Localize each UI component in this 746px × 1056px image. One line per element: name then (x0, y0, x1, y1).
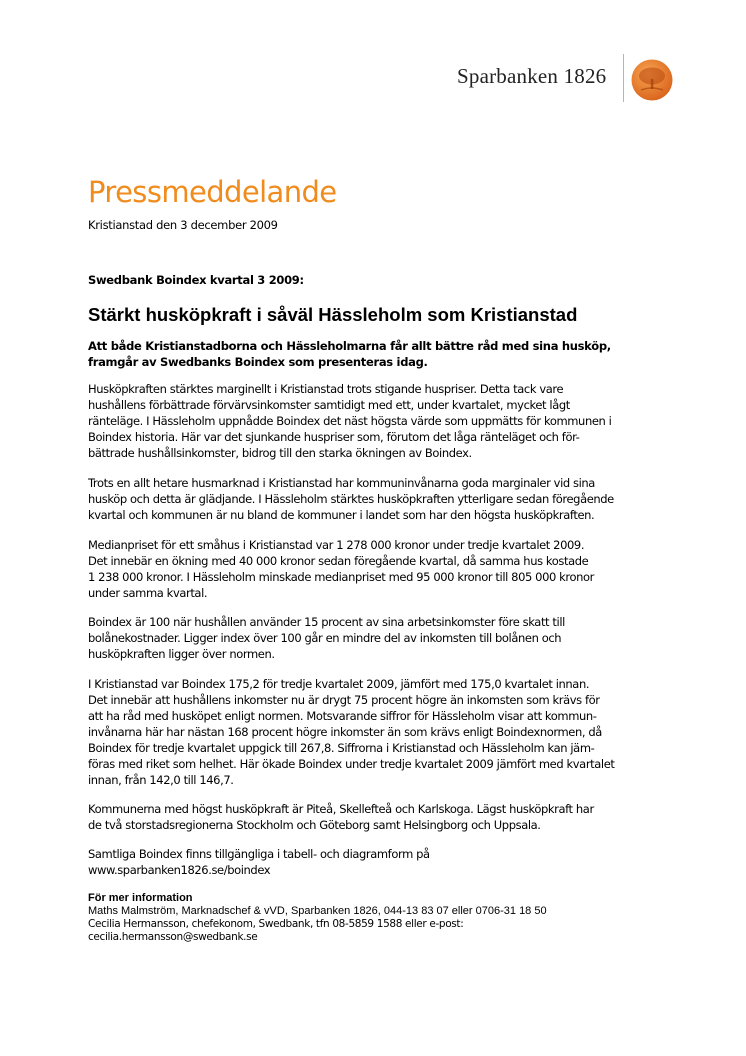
logo-wordmark: Sparbanken 1826 (457, 64, 607, 88)
lead-line: Att både Kristianstadborna och Hässleholmarna får allt bättre råd med sina husköp, (88, 339, 611, 353)
logo-divider (623, 54, 624, 102)
contact-heading: För mer information (88, 892, 193, 904)
text-line: innan, från 142,0 till 146,7. (88, 773, 234, 787)
page-title: Pressmeddelande (88, 175, 337, 209)
text-line: Det innebär att hushållens inkomster nu är drygt 75 procent högre än inkomsten som krävs för (88, 693, 600, 707)
body-paragraph-1 (88, 381, 658, 461)
contact-line: Cecilia Hermansson, chefekonom, Swedbank, tfn 08-5859 1588 eller e-post: (88, 918, 464, 930)
text-line: Samtliga Boindex finns tillgängliga i tabell- och diagramform på (88, 847, 430, 861)
text-line: ränteläge. I Hässleholm uppnådde Boindex det näst högsta värde som uppmätts för kommunen i (88, 414, 612, 428)
text-line: bättrade hushållsinkomster, bidrog till den starka ökningen av Boindex. (88, 446, 472, 460)
text-line: I Kristianstad var Boindex 175,2 för tredje kvartalet 2009, jämfört med 175,0 kvartalet innan. (88, 677, 590, 691)
text-line: föras med riket som helhet. Här ökade Boindex under tredje kvartalet 2009 jämfört med kvartalet (88, 757, 615, 771)
lead-line: framgår av Swedbanks Boindex som presenteras idag. (88, 355, 428, 369)
text-line: kvartal och kommunen är nu bland de kommuner i landet som har den högsta husköpkraften. (88, 508, 595, 522)
dateline: Kristianstad den 3 december 2009 (88, 218, 278, 232)
contact-email-link[interactable]: cecilia.hermansson@swedbank.se (88, 931, 258, 943)
text-line: Det innebär en ökning med 40 000 kronor sedan föregående kvartal, då samma hus kostade (88, 554, 589, 568)
oak-tree-logo-icon (631, 59, 673, 101)
contact-line: Maths Malmström, Marknadschef & vVD, Sparbanken 1826, 044-13 83 07 eller 0706-31 18 50 (88, 905, 547, 917)
body-paragraph-2 (88, 475, 658, 523)
text-line: Trots en allt hetare husmarknad i Kristianstad har kommuninvånarna goda marginaler vid sina (88, 476, 595, 490)
text-line: hushållens förbättrade förvärvsinkomster samtidigt med ett, under kvartalet, mycket lågt (88, 398, 570, 412)
text-line: under samma kvartal. (88, 586, 208, 600)
text-line: Medianpriset för ett småhus i Kristianstad var 1 278 000 kronor under tredje kvartalet 2009. (88, 538, 585, 552)
contact-block (88, 892, 688, 944)
text-line: invånarna här har nästan 168 procent högre inkomster än som krävs enligt Boindexnormen, då (88, 725, 602, 739)
text-line: bolånekostnader. Ligger index över 100 går en mindre del av inkomsten till bolånen och (88, 631, 562, 645)
text-line: Kommunerna med högst husköpkraft är Piteå, Skellefteå och Karlskoga. Lägst husköpkraft har (88, 802, 594, 816)
body-paragraph-7 (88, 846, 658, 878)
text-line: Boindex är 100 när hushållen använder 15 procent av sina arbetsinkomster före skatt till (88, 615, 565, 629)
text-line: att ha råd med husköpet enligt normen. Motsvarande siffror för Hässleholm visar att kommun- (88, 709, 597, 723)
text-line: Boindex historia. Här var det sjunkande huspriser som, förutom det låga ränteläget och för- (88, 430, 580, 444)
text-line: husköpkraften ligger över normen. (88, 647, 275, 661)
headline: Stärkt husköpkraft i såväl Hässleholm som Kristianstad (88, 304, 578, 325)
body-paragraph-6 (88, 801, 658, 833)
kicker: Swedbank Boindex kvartal 3 2009: (88, 273, 304, 287)
text-line: 1 238 000 kronor. I Hässleholm minskade medianpriset med 95 000 kronor till 805 000 kronor (88, 570, 594, 584)
text-line: Husköpkraften stärktes marginellt i Kristianstad trots stigande huspriser. Detta tack vare (88, 382, 564, 396)
text-line: de två storstadsregionerna Stockholm och Göteborg samt Helsingborg och Uppsala. (88, 818, 541, 832)
text-line: Boindex för tredje kvartalet uppgick till 267,8. Siffrorna i Kristianstad och Hässleholm kan jäm- (88, 741, 595, 755)
body-paragraph-4 (88, 614, 658, 662)
body-paragraph-3 (88, 537, 658, 601)
lead-paragraph (88, 338, 648, 370)
text-line: husköp och detta är glädjande. I Hässleholm stärktes husköpkraften ytterligare sedan föregående (88, 492, 614, 506)
body-paragraph-5 (88, 676, 658, 788)
boindex-link[interactable]: www.sparbanken1826.se/boindex (88, 863, 271, 877)
